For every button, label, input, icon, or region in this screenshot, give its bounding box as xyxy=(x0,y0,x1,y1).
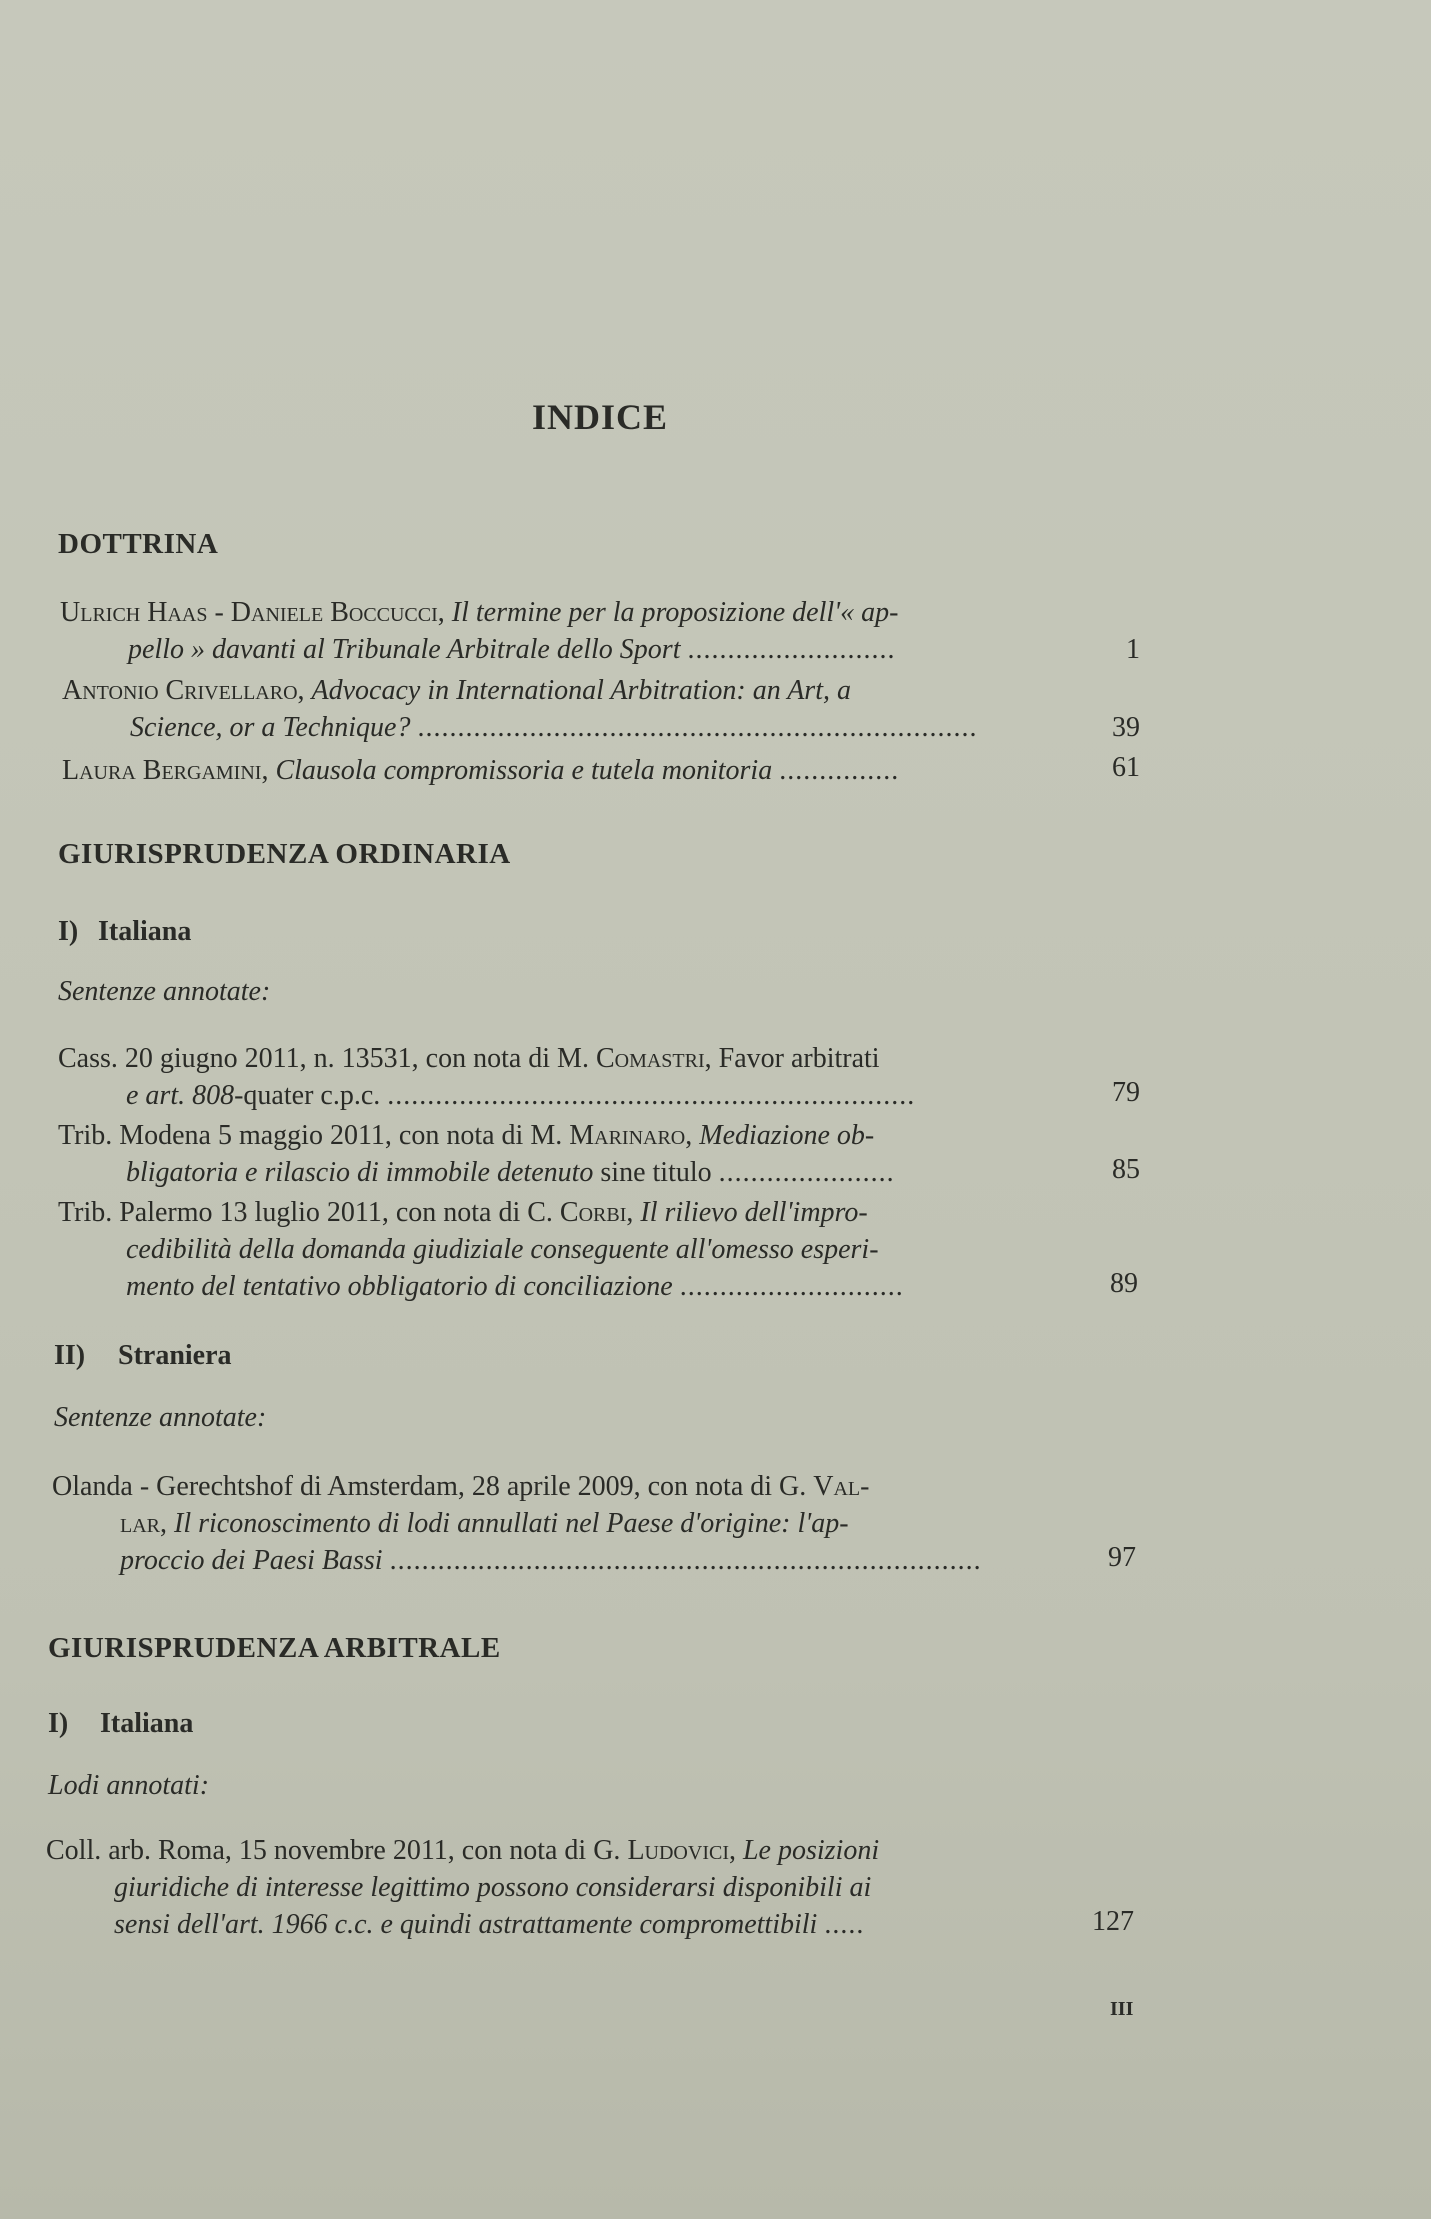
entry-title: Mediazione ob- xyxy=(692,1120,875,1151)
subsection-label: Italiana xyxy=(100,1708,194,1739)
entry-title: sensi dell'art. 1966 c.c. e quindi astrattamente compromettibili xyxy=(114,1909,818,1940)
entry-text: Coll. arb. Roma, 15 novembre 2011, con nota di G. xyxy=(46,1835,628,1866)
leader-dots: ...................... xyxy=(718,1157,895,1188)
page-number: 85 xyxy=(1112,1154,1140,1185)
entry-title: Il riconoscimento di lodi annullati nel Paese d'origine: l'ap- xyxy=(167,1508,849,1539)
page-number: 61 xyxy=(1112,752,1140,783)
entry-text: Cass. 20 giugno 2011, n. 13531, con nota di M. xyxy=(58,1043,596,1074)
leader-dots: ...................................................................... xyxy=(417,712,978,743)
section-heading-giur-arbitrale: GIURISPRUDENZA ARBITRALE xyxy=(48,1632,501,1664)
toc-entry xyxy=(58,1194,1038,1305)
entry-authors: Laura Bergamini, xyxy=(62,755,269,786)
entry-title: Il termine per la proposizione dell'« ap- xyxy=(451,597,899,628)
subsection-label: Italiana xyxy=(98,916,192,947)
toc-entry xyxy=(60,594,1020,668)
page-number: 39 xyxy=(1112,712,1140,743)
page-number: 79 xyxy=(1112,1077,1140,1108)
subsection-italiana xyxy=(58,916,191,948)
entry-text: Olanda - Gerechtshof di Amsterdam, 28 aprile 2009, con nota di G. xyxy=(52,1471,814,1502)
entry-authors: Antonio Crivellaro, xyxy=(62,675,305,706)
entry-author: Val- xyxy=(813,1471,870,1502)
subsection-number: I) xyxy=(58,916,79,947)
subsection-number: II) xyxy=(54,1340,86,1371)
entry-text: -quater c.p.c. xyxy=(234,1080,381,1111)
entry-author: Corbi, xyxy=(559,1197,634,1228)
entry-author: lar, xyxy=(120,1508,167,1539)
entry-title: Advocacy in International Arbitration: an Art, a xyxy=(311,675,851,706)
toc-entry xyxy=(62,752,1022,789)
entry-title: cedibilità della domanda giudiziale conseguente all'omesso esperi- xyxy=(126,1234,879,1265)
entry-title: giuridiche di interesse legittimo possono considerarsi disponibili ai xyxy=(114,1872,872,1903)
entry-text: Trib. Modena 5 maggio 2011, con nota di M. xyxy=(58,1120,570,1151)
entry-title: Le posizioni xyxy=(735,1835,880,1866)
folio-number: III xyxy=(1110,1998,1134,2020)
page-number: 97 xyxy=(1108,1542,1136,1573)
entry-text: sine titulo xyxy=(593,1157,712,1188)
subsection-italiana xyxy=(48,1708,193,1740)
toc-entry xyxy=(62,672,1022,746)
section-heading-dottrina: DOTTRINA xyxy=(58,528,219,560)
entry-text: Trib. Palermo 13 luglio 2011, con nota di C. xyxy=(58,1197,560,1228)
entry-authors: Ulrich Haas - Daniele Boccucci, xyxy=(60,597,445,628)
section-heading-giur-ordinaria: GIURISPRUDENZA ORDINARIA xyxy=(58,838,511,870)
entry-author: Comastri, xyxy=(595,1043,712,1074)
entry-text: Favor arbitrati xyxy=(711,1043,880,1074)
entry-title-cont: pello » davanti al Tribunale Arbitrale dello Sport xyxy=(128,634,681,665)
toc-entry xyxy=(58,1117,1038,1191)
annotation-label: Sentenze annotate: xyxy=(58,976,271,1007)
entry-title: e art. 808 xyxy=(126,1080,235,1111)
leader-dots: .......................... xyxy=(687,634,896,665)
page-number: 127 xyxy=(1092,1906,1134,1937)
leader-dots: ..... xyxy=(824,1909,865,1940)
entry-author: Marinaro, xyxy=(569,1120,693,1151)
entry-title: mento del tentativo obbligatorio di conciliazione xyxy=(126,1271,673,1302)
leader-dots: .................................................................. xyxy=(387,1080,916,1111)
toc-entry xyxy=(46,1832,1046,1943)
entry-title: Il rilievo dell'impro- xyxy=(633,1197,868,1228)
subsection-straniera xyxy=(54,1340,232,1372)
leader-dots: ............................ xyxy=(679,1271,904,1302)
entry-title: proccio dei Paesi Bassi xyxy=(120,1545,383,1576)
toc-entry xyxy=(52,1468,1042,1579)
page-title: INDICE xyxy=(531,397,669,437)
leader-dots: ............... xyxy=(779,755,900,786)
entry-author: Ludovici, xyxy=(627,1835,736,1866)
annotation-label: Lodi annotati: xyxy=(48,1770,210,1801)
toc-entry xyxy=(58,1040,1038,1114)
entry-title: Clausola compromissoria e tutela monitoria xyxy=(275,755,773,786)
page-number: 89 xyxy=(1110,1268,1138,1299)
subsection-label: Straniera xyxy=(118,1340,232,1371)
subsection-number: I) xyxy=(48,1708,69,1739)
page-number: 1 xyxy=(1126,634,1140,665)
entry-title: bligatoria e rilascio di immobile detenuto xyxy=(126,1157,594,1188)
entry-title-cont: Science, or a Technique? xyxy=(130,712,411,743)
annotation-label: Sentenze annotate: xyxy=(54,1402,267,1433)
leader-dots: .......................................................................... xyxy=(389,1545,982,1576)
